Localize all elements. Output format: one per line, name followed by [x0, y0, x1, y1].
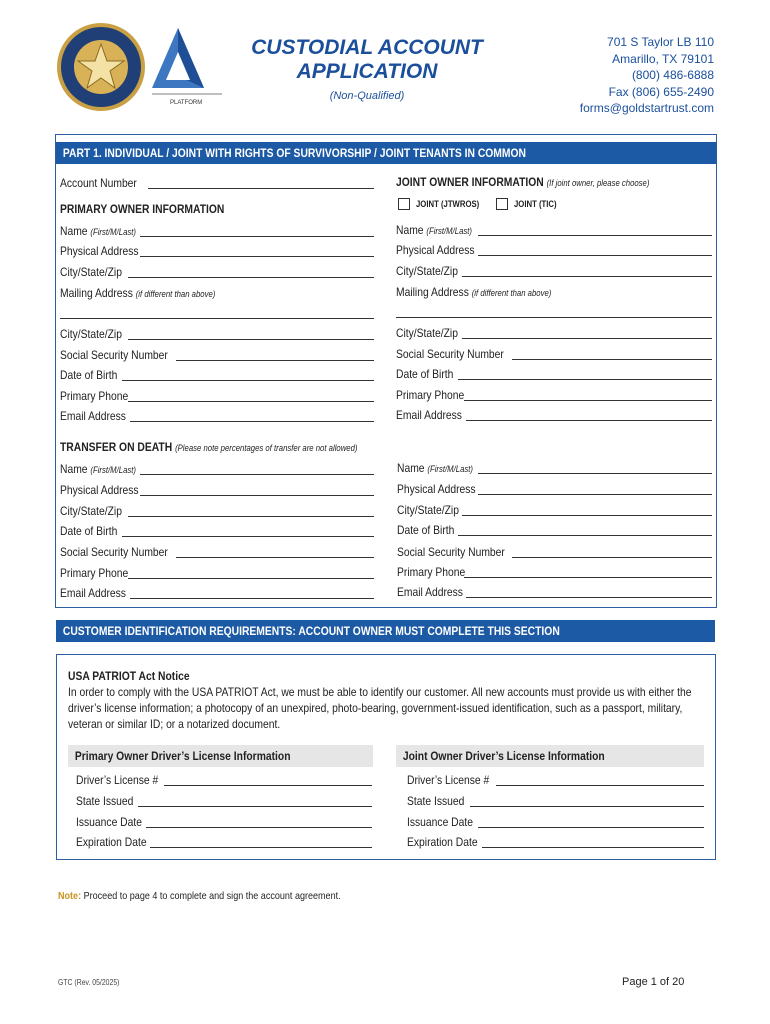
note-text: Note: Proceed to page 4 to complete and sign the account agreement. [58, 890, 341, 902]
joint-address-label: Physical Address [396, 243, 475, 257]
tod1-ssn-field[interactable] [176, 557, 374, 558]
primary-mailing-city-field[interactable] [128, 339, 374, 340]
tod2-address-label: Physical Address [397, 482, 476, 496]
primary-name-label: Name (First/M/Last) [60, 224, 136, 238]
joint-city-label: City/State/Zip [396, 264, 458, 278]
primary-owner-heading: PRIMARY OWNER INFORMATION [60, 202, 225, 216]
email-line[interactable]: forms@goldstartrust.com [579, 101, 714, 115]
primary-name-field[interactable] [140, 236, 374, 237]
tod1-dob-field[interactable] [122, 536, 374, 537]
tod2-ssn-field[interactable] [512, 557, 712, 558]
primary-mailing-field[interactable] [60, 318, 374, 319]
primary-address-field[interactable] [140, 256, 374, 257]
patriot-notice-title: USA PATRIOT Act Notice [68, 669, 190, 683]
primary-phone-label: Primary Phone [60, 389, 129, 403]
tod1-dob-label: Date of Birth [60, 524, 118, 538]
tod2-email-field[interactable] [466, 597, 712, 598]
tod2-ssn-label: Social Security Number [397, 545, 505, 559]
patriot-notice-line: In order to comply with the USA PATRIOT Act, we must be able to identify our customer. All new accounts must provide us with either the [68, 685, 692, 699]
primary-issuance-field[interactable] [146, 827, 372, 828]
tod2-city-field[interactable] [462, 515, 712, 516]
title-line-2: APPLICATION [296, 60, 438, 83]
joint-name-field[interactable] [478, 235, 712, 236]
company-address [580, 34, 714, 117]
primary-dob-label: Date of Birth [60, 368, 118, 382]
tod1-city-field[interactable] [128, 516, 374, 517]
primary-expiration-label: Expiration Date [76, 835, 147, 849]
tod2-name-field[interactable] [478, 473, 712, 474]
tod1-city-label: City/State/Zip [60, 504, 122, 518]
tic-checkbox[interactable] [496, 198, 508, 210]
primary-dob-field[interactable] [122, 380, 374, 381]
primary-mailing-city-label: City/State/Zip [60, 327, 122, 341]
joint-expiration-field[interactable] [482, 847, 704, 848]
address-line: 701 S Taylor LB 110 [607, 35, 714, 49]
account-number-label: Account Number [60, 176, 137, 190]
tod2-phone-field[interactable] [464, 577, 712, 578]
joint-email-label: Email Address [396, 408, 462, 422]
primary-dl-header: Primary Owner Driver’s License Information [74, 749, 291, 763]
joint-mailing-city-label: City/State/Zip [396, 326, 458, 340]
primary-address-label: Physical Address [60, 244, 139, 258]
title-line-1: CUSTODIAL ACCOUNT [251, 36, 483, 59]
account-number-field[interactable] [148, 188, 374, 189]
joint-mailing-field[interactable] [396, 317, 712, 318]
joint-mailing-city-field[interactable] [462, 338, 712, 339]
tod1-name-label: Name (First/M/Last) [60, 462, 136, 476]
part1-heading: PART 1. INDIVIDUAL / JOINT WITH RIGHTS OF SURVIVORSHIP / JOINT TENANTS IN COMMON [56, 142, 716, 164]
tod2-email-label: Email Address [397, 585, 463, 599]
goldstar-seal-logo [56, 22, 146, 112]
page-number: Page 1 of 20 [622, 976, 685, 988]
joint-owner-heading: JOINT OWNER INFORMATION (If joint owner, please choose) [396, 175, 650, 189]
tod1-address-label: Physical Address [60, 483, 139, 497]
primary-dl-number-label: Driver’s License # [76, 773, 159, 787]
joint-name-label: Name (First/M/Last) [396, 223, 472, 237]
joint-ssn-label: Social Security Number [396, 347, 504, 361]
joint-issuance-label: Issuance Date [407, 815, 473, 829]
address-line: Amarillo, TX 79101 [612, 51, 714, 66]
patriot-notice-line: veteran or similar ID; or a notarized document. [68, 717, 281, 731]
tod-heading: TRANSFER ON DEATH (Please note percentages of transfer are not allowed) [60, 440, 358, 454]
joint-phone-field[interactable] [464, 400, 712, 401]
joint-city-field[interactable] [462, 276, 712, 277]
primary-expiration-field[interactable] [150, 847, 372, 848]
revision-label: GTC (Rev. 05/2025) [58, 978, 120, 987]
primary-city-field[interactable] [128, 277, 374, 278]
tod1-email-field[interactable] [130, 598, 374, 599]
primary-state-label: State Issued [76, 794, 134, 808]
cir-heading: CUSTOMER IDENTIFICATION REQUIREMENTS: ACCOUNT OWNER MUST COMPLETE THIS SECTION [62, 624, 560, 638]
joint-state-label: State Issued [407, 794, 465, 808]
patriot-notice-line: driver’s license information; a photocopy of an unexpired, photo-bearing, government-issued identification, such as a passport, military, [68, 701, 683, 715]
joint-dob-label: Date of Birth [396, 367, 454, 381]
tic-label: JOINT (TIC) [514, 199, 557, 209]
tod2-phone-label: Primary Phone [397, 565, 466, 579]
joint-email-field[interactable] [466, 420, 712, 421]
joint-mailing-label: Mailing Address (if different than above) [396, 285, 552, 299]
page-subtitle: (Non-Qualified) [329, 90, 405, 102]
tod1-address-field[interactable] [140, 495, 374, 496]
joint-address-field[interactable] [478, 255, 712, 256]
primary-state-field[interactable] [138, 806, 372, 807]
primary-city-label: City/State/Zip [60, 265, 122, 279]
joint-dob-field[interactable] [458, 379, 712, 380]
primary-phone-field[interactable] [128, 401, 374, 402]
joint-dl-number-field[interactable] [496, 785, 704, 786]
tod2-dob-field[interactable] [458, 535, 712, 536]
joint-dl-number-label: Driver’s License # [407, 773, 490, 787]
primary-dl-number-field[interactable] [164, 785, 372, 786]
tod2-name-label: Name (First/M/Last) [397, 461, 473, 475]
phone-line: (800) 486-6888 [631, 68, 714, 82]
primary-issuance-label: Issuance Date [76, 815, 142, 829]
fax-line: Fax (806) 655-2490 [608, 84, 714, 99]
joint-state-field[interactable] [470, 806, 704, 807]
tod1-phone-label: Primary Phone [60, 566, 129, 580]
tod1-phone-field[interactable] [128, 578, 374, 579]
tod2-dob-label: Date of Birth [397, 523, 455, 537]
primary-ssn-field[interactable] [176, 360, 374, 361]
jtwros-checkbox[interactable] [398, 198, 410, 210]
tod1-email-label: Email Address [60, 586, 126, 600]
primary-ssn-label: Social Security Number [60, 348, 168, 362]
page-title [232, 36, 502, 84]
joint-expiration-label: Expiration Date [407, 835, 478, 849]
primary-email-field[interactable] [130, 421, 374, 422]
joint-ssn-field[interactable] [512, 359, 712, 360]
jtwros-label: JOINT (JTWROS) [416, 199, 480, 209]
logo2-text: PLATFORM [170, 100, 203, 106]
tod2-city-label: City/State/Zip [397, 503, 459, 517]
primary-email-label: Email Address [60, 409, 126, 423]
tod1-ssn-label: Social Security Number [60, 545, 168, 559]
platform-triangle-logo [148, 24, 226, 110]
tod2-address-field[interactable] [478, 494, 712, 495]
joint-phone-label: Primary Phone [396, 388, 465, 402]
joint-dl-header: Joint Owner Driver’s License Information [402, 749, 605, 763]
joint-issuance-field[interactable] [478, 827, 704, 828]
tod1-name-field[interactable] [140, 474, 374, 475]
note-label: Note: [58, 890, 82, 902]
primary-mailing-label: Mailing Address (if different than above) [60, 286, 216, 300]
